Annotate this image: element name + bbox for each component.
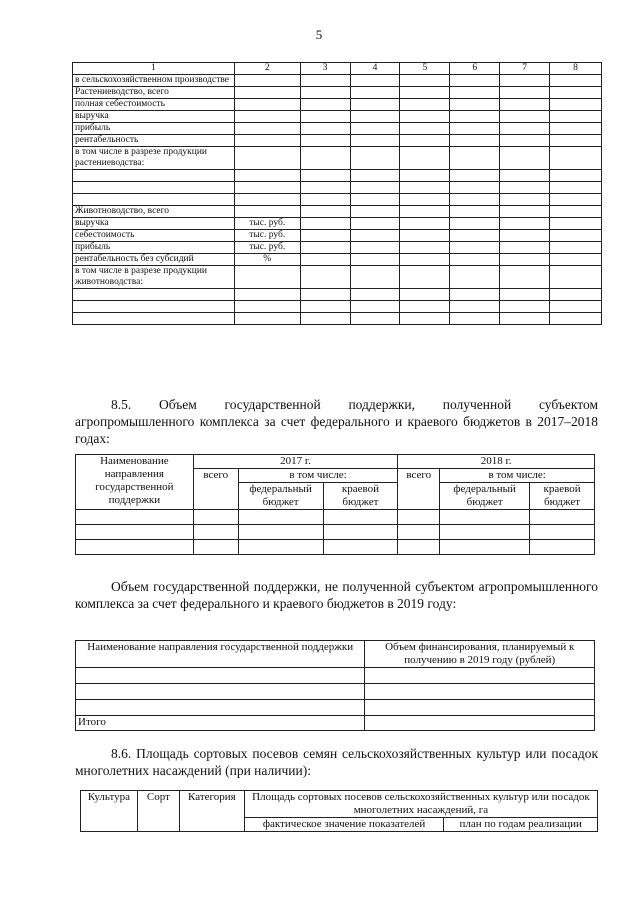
value-cell bbox=[550, 242, 602, 254]
value-cell bbox=[500, 218, 550, 230]
row-label bbox=[73, 182, 235, 194]
col-support-direction: Наименование направления государственной поддержки bbox=[76, 641, 365, 668]
table-row bbox=[73, 170, 602, 182]
value-cell bbox=[500, 170, 550, 182]
value-cell bbox=[350, 135, 400, 147]
row-unit bbox=[234, 75, 300, 87]
value-cell bbox=[350, 75, 400, 87]
col-federal-2017: федеральный бюджет bbox=[238, 483, 323, 510]
row-label: прибыль bbox=[73, 242, 235, 254]
value-cell bbox=[550, 289, 602, 301]
row-unit: тыс. руб. bbox=[234, 242, 300, 254]
value-cell bbox=[450, 135, 500, 147]
value-cell bbox=[300, 147, 350, 170]
column-number: 4 bbox=[350, 63, 400, 75]
table-row bbox=[73, 111, 602, 123]
row-unit bbox=[234, 313, 300, 325]
value-cell bbox=[450, 289, 500, 301]
value-cell bbox=[450, 111, 500, 123]
value-cell bbox=[400, 123, 450, 135]
table-row bbox=[73, 266, 602, 289]
section-8-6-text: 8.6. Площадь сортовых посевов семян сельскохозяйственных культур или посадок многолетних насаждений (при наличии): bbox=[75, 746, 598, 778]
table-row bbox=[73, 301, 602, 313]
value-cell bbox=[500, 254, 550, 266]
value-cell bbox=[500, 194, 550, 206]
value-cell bbox=[500, 266, 550, 289]
value-cell bbox=[550, 230, 602, 242]
table-row bbox=[73, 87, 602, 99]
column-number: 1 bbox=[73, 63, 235, 75]
row-unit bbox=[234, 87, 300, 99]
value-cell bbox=[500, 99, 550, 111]
value-cell bbox=[300, 87, 350, 99]
table-row bbox=[76, 668, 595, 684]
value-cell bbox=[500, 135, 550, 147]
table-row bbox=[73, 99, 602, 111]
row-unit bbox=[234, 147, 300, 170]
value-cell bbox=[500, 111, 550, 123]
table-row bbox=[73, 194, 602, 206]
col-direction-name: Наименование направления государственной поддержки bbox=[76, 455, 194, 510]
value-cell bbox=[500, 242, 550, 254]
row-label: рентабельность без субсидий bbox=[73, 254, 235, 266]
value-cell bbox=[300, 206, 350, 218]
row-label bbox=[73, 313, 235, 325]
table-row bbox=[73, 135, 602, 147]
value-cell bbox=[350, 170, 400, 182]
value-cell bbox=[400, 218, 450, 230]
value-cell bbox=[450, 99, 500, 111]
state-support-2017-2018-table bbox=[75, 454, 595, 555]
value-cell bbox=[350, 289, 400, 301]
value-cell bbox=[300, 75, 350, 87]
value-cell bbox=[350, 123, 400, 135]
value-cell bbox=[550, 218, 602, 230]
value-cell bbox=[300, 218, 350, 230]
value-cell bbox=[300, 123, 350, 135]
value-cell bbox=[550, 111, 602, 123]
column-number: 2 bbox=[234, 63, 300, 75]
row-unit: тыс. руб. bbox=[234, 230, 300, 242]
value-cell bbox=[500, 301, 550, 313]
value-cell bbox=[400, 182, 450, 194]
value-cell bbox=[300, 194, 350, 206]
value-cell bbox=[550, 254, 602, 266]
value-cell bbox=[500, 147, 550, 170]
value-cell bbox=[400, 99, 450, 111]
value-cell bbox=[350, 147, 400, 170]
value-cell bbox=[450, 266, 500, 289]
col-plan: план по годам реализации bbox=[444, 818, 598, 832]
value-cell bbox=[450, 170, 500, 182]
value-cell bbox=[550, 135, 602, 147]
page-number: 5 bbox=[315, 27, 323, 42]
value-cell bbox=[550, 87, 602, 99]
value-cell bbox=[400, 242, 450, 254]
col-total-2017: всего bbox=[193, 469, 238, 510]
value-cell bbox=[550, 147, 602, 170]
row-unit bbox=[234, 123, 300, 135]
value-cell bbox=[500, 75, 550, 87]
column-number: 3 bbox=[300, 63, 350, 75]
section-2019-text: Объем государственной поддержки, не полученной субъектом агропромышленного комплекса за счет федерального и краевого бюджетов в 2019 году: bbox=[75, 579, 598, 611]
row-label: себестоимость bbox=[73, 230, 235, 242]
value-cell bbox=[500, 182, 550, 194]
value-cell bbox=[350, 99, 400, 111]
value-cell bbox=[300, 99, 350, 111]
value-cell bbox=[500, 289, 550, 301]
total-label: Итого bbox=[76, 716, 365, 731]
value-cell bbox=[500, 206, 550, 218]
value-cell bbox=[400, 87, 450, 99]
column-number: 7 bbox=[500, 63, 550, 75]
row-unit bbox=[234, 289, 300, 301]
value-cell bbox=[400, 254, 450, 266]
table-row bbox=[73, 182, 602, 194]
col-sort: Сорт bbox=[137, 791, 179, 832]
value-cell bbox=[550, 99, 602, 111]
value-cell bbox=[300, 254, 350, 266]
value-cell bbox=[400, 289, 450, 301]
row-label: в сельскохозяйственном производстве bbox=[73, 75, 235, 87]
row-label bbox=[73, 170, 235, 182]
value-cell bbox=[350, 301, 400, 313]
row-unit bbox=[234, 194, 300, 206]
value-cell bbox=[300, 289, 350, 301]
value-cell bbox=[400, 75, 450, 87]
value-cell bbox=[500, 313, 550, 325]
value-cell bbox=[450, 230, 500, 242]
table-row bbox=[73, 313, 602, 325]
row-label: выручка bbox=[73, 111, 235, 123]
col-federal-2018: федеральный бюджет bbox=[440, 483, 530, 510]
value-cell bbox=[550, 301, 602, 313]
value-cell bbox=[300, 170, 350, 182]
value-cell bbox=[550, 313, 602, 325]
row-unit bbox=[234, 99, 300, 111]
row-label: выручка bbox=[73, 218, 235, 230]
table-header-row bbox=[73, 63, 602, 75]
row-unit bbox=[234, 182, 300, 194]
value-cell bbox=[450, 206, 500, 218]
col-actual: фактическое значение показателей bbox=[244, 818, 443, 832]
table-row bbox=[76, 540, 595, 555]
row-label: в том числе в разрезе продукции растениеводства: bbox=[73, 147, 235, 170]
value-cell bbox=[400, 135, 450, 147]
row-unit bbox=[234, 135, 300, 147]
value-cell bbox=[550, 75, 602, 87]
value-cell bbox=[550, 206, 602, 218]
value-cell bbox=[350, 218, 400, 230]
table-row bbox=[76, 525, 595, 540]
table-row bbox=[73, 289, 602, 301]
value-cell bbox=[450, 123, 500, 135]
row-unit: тыс. руб. bbox=[234, 218, 300, 230]
column-number: 6 bbox=[450, 63, 500, 75]
value-cell bbox=[350, 111, 400, 123]
row-unit bbox=[234, 111, 300, 123]
value-cell bbox=[400, 301, 450, 313]
row-label: Растениеводство, всего bbox=[73, 87, 235, 99]
total-row bbox=[76, 716, 595, 731]
value-cell bbox=[550, 170, 602, 182]
row-label: Животноводство, всего bbox=[73, 206, 235, 218]
table-row bbox=[73, 75, 602, 87]
col-regional-2018: краевой бюджет bbox=[530, 483, 595, 510]
value-cell bbox=[450, 301, 500, 313]
row-label bbox=[73, 289, 235, 301]
col-incl-2017: в том числе: bbox=[238, 469, 398, 483]
col-category: Категория bbox=[179, 791, 244, 832]
row-label: прибыль bbox=[73, 123, 235, 135]
value-cell bbox=[450, 218, 500, 230]
column-number: 8 bbox=[550, 63, 602, 75]
table-row bbox=[76, 700, 595, 716]
col-culture: Культура bbox=[81, 791, 138, 832]
value-cell bbox=[400, 313, 450, 325]
column-number: 5 bbox=[400, 63, 450, 75]
value-cell bbox=[300, 111, 350, 123]
table-row bbox=[73, 254, 602, 266]
col-total-2018: всего bbox=[398, 469, 440, 510]
value-cell bbox=[300, 313, 350, 325]
value-cell bbox=[300, 301, 350, 313]
value-cell bbox=[400, 111, 450, 123]
sowing-area-table bbox=[80, 790, 598, 832]
value-cell bbox=[300, 266, 350, 289]
row-unit bbox=[234, 266, 300, 289]
table-row bbox=[73, 242, 602, 254]
value-cell bbox=[450, 147, 500, 170]
value-cell bbox=[450, 242, 500, 254]
value-cell bbox=[350, 194, 400, 206]
col-regional-2017: краевой бюджет bbox=[323, 483, 398, 510]
economic-indicators-table bbox=[72, 62, 602, 325]
row-label: в том числе в разрезе продукции животноводства: bbox=[73, 266, 235, 289]
row-unit bbox=[234, 301, 300, 313]
col-area: Площадь сортовых посевов сельскохозяйственных культур или посадок многолетних насаждений, га bbox=[244, 791, 597, 818]
year-2017-header: 2017 г. bbox=[193, 455, 398, 469]
value-cell bbox=[350, 206, 400, 218]
value-cell bbox=[300, 242, 350, 254]
value-cell bbox=[400, 230, 450, 242]
table-row bbox=[73, 230, 602, 242]
value-cell bbox=[400, 194, 450, 206]
value-cell bbox=[400, 170, 450, 182]
value-cell bbox=[350, 313, 400, 325]
table-row bbox=[73, 123, 602, 135]
row-label: рентабельность bbox=[73, 135, 235, 147]
row-unit bbox=[234, 206, 300, 218]
value-cell bbox=[550, 182, 602, 194]
section-8-5-text: 8.5. Объем государственной поддержки, полученной субъектом агропромышленного комплекса за счет федерального и краевого бюджетов в 2017–2018 годах: bbox=[75, 397, 598, 446]
table-row bbox=[73, 218, 602, 230]
col-financing-volume: Объем финансирования, планируемый к получению в 2019 году (рублей) bbox=[365, 641, 595, 668]
value-cell bbox=[500, 87, 550, 99]
value-cell bbox=[450, 75, 500, 87]
value-cell bbox=[300, 182, 350, 194]
row-unit: % bbox=[234, 254, 300, 266]
row-unit bbox=[234, 170, 300, 182]
value-cell bbox=[500, 230, 550, 242]
value-cell bbox=[400, 147, 450, 170]
row-label: полная себестоимость bbox=[73, 99, 235, 111]
value-cell bbox=[400, 266, 450, 289]
value-cell bbox=[450, 254, 500, 266]
value-cell bbox=[350, 254, 400, 266]
row-label bbox=[73, 301, 235, 313]
value-cell bbox=[450, 87, 500, 99]
value-cell bbox=[300, 230, 350, 242]
value-cell bbox=[350, 87, 400, 99]
table-row bbox=[76, 510, 595, 525]
value-cell bbox=[350, 182, 400, 194]
unreceived-support-2019-table bbox=[75, 640, 595, 731]
value-cell bbox=[350, 242, 400, 254]
value-cell bbox=[350, 230, 400, 242]
row-label bbox=[73, 194, 235, 206]
value-cell bbox=[550, 123, 602, 135]
value-cell bbox=[300, 135, 350, 147]
value-cell bbox=[500, 123, 550, 135]
table-row bbox=[76, 684, 595, 700]
value-cell bbox=[350, 266, 400, 289]
table-row bbox=[73, 206, 602, 218]
col-incl-2018: в том числе: bbox=[440, 469, 595, 483]
value-cell bbox=[450, 313, 500, 325]
value-cell bbox=[550, 194, 602, 206]
value-cell bbox=[450, 182, 500, 194]
table-row bbox=[73, 147, 602, 170]
value-cell bbox=[550, 266, 602, 289]
year-2018-header: 2018 г. bbox=[398, 455, 595, 469]
value-cell bbox=[400, 206, 450, 218]
value-cell bbox=[450, 194, 500, 206]
